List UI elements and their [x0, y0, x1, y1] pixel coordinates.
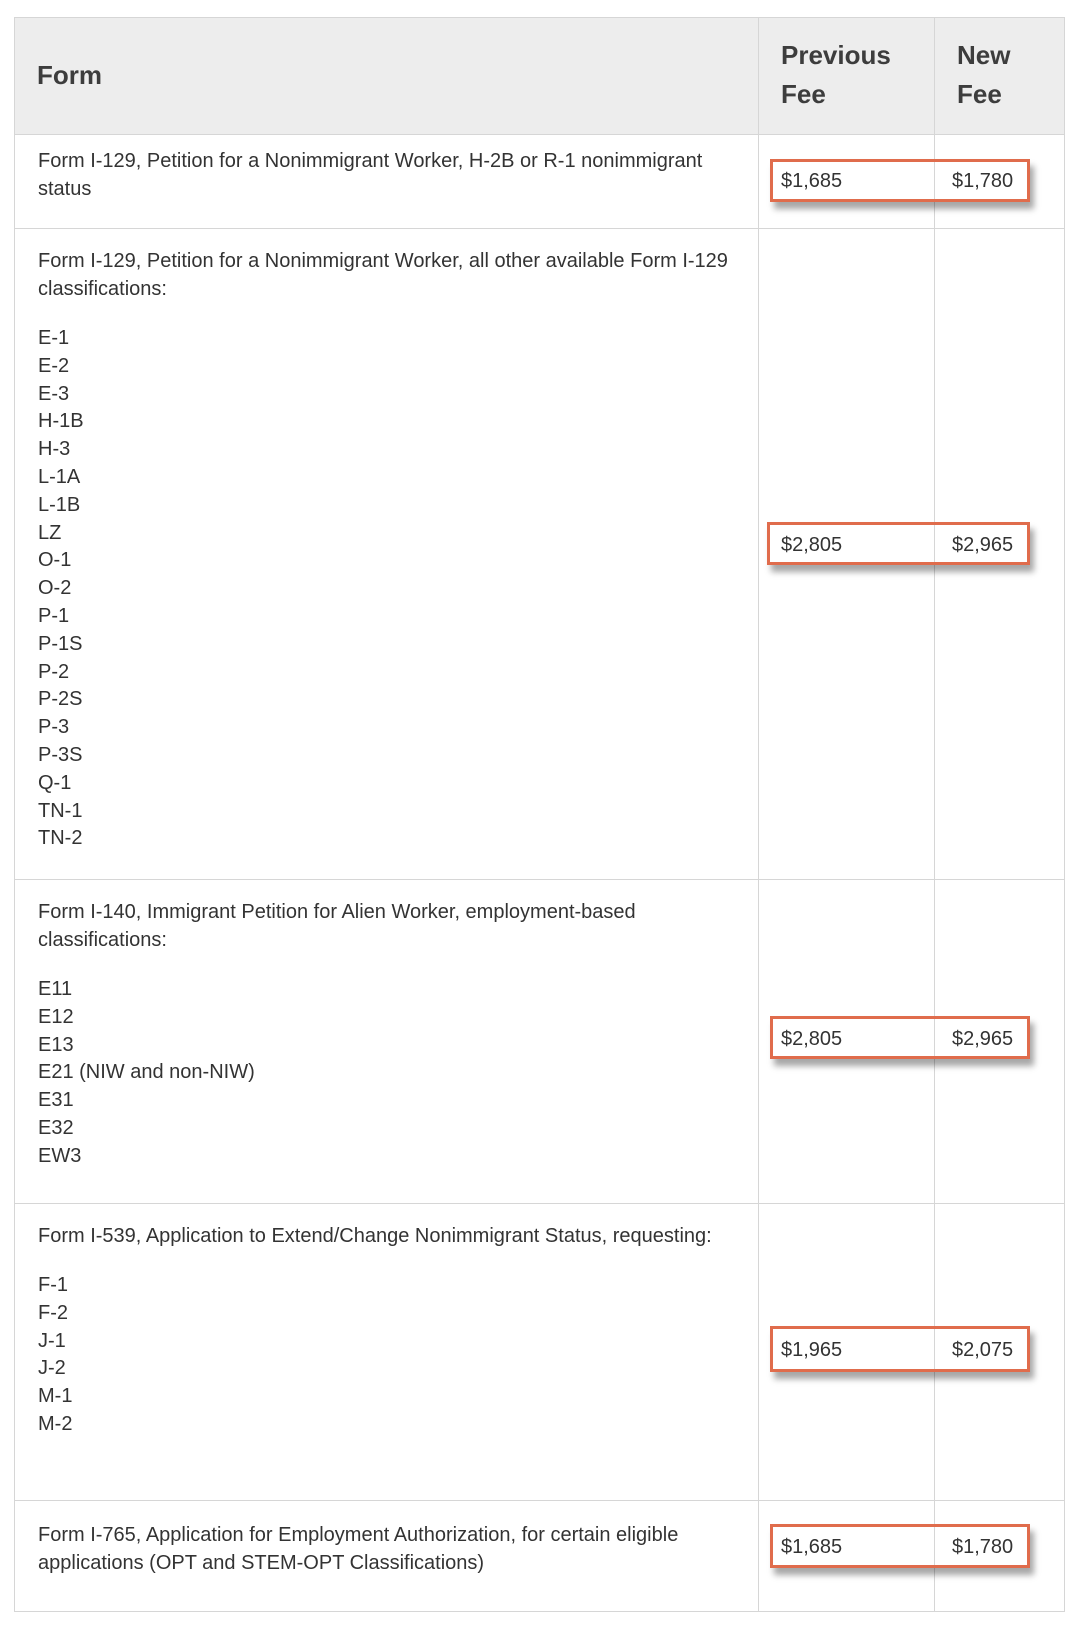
- list-item: E32: [38, 1116, 74, 1139]
- list-item: L-1A: [38, 465, 81, 488]
- new-fee-value: $2,965: [952, 1028, 1014, 1050]
- list-item: E31: [38, 1089, 74, 1112]
- list-item: E-1: [38, 327, 70, 349]
- classification-list: [38, 1272, 738, 1439]
- form-details: [38, 247, 738, 853]
- previous-fee-value: $2,805: [781, 534, 843, 556]
- previous-fee-value: $1,685: [781, 170, 843, 192]
- list-item: P-1: [38, 604, 70, 627]
- form-description: Form I-129, Petition for a Nonimmigrant Worker, H-2B or R-1 nonimmigrant status: [38, 150, 703, 200]
- list-item: M-1: [38, 1385, 73, 1408]
- form-cell: [15, 880, 759, 1203]
- list-item: P-3S: [38, 743, 83, 766]
- new-fee-value: $2,075: [952, 1339, 1014, 1361]
- list-item: LZ: [38, 521, 62, 544]
- list-item: F-1: [38, 1274, 68, 1296]
- table-header: [15, 18, 1064, 135]
- new-fee-value: $1,780: [952, 1536, 1014, 1558]
- list-item: E21 (NIW and non-NIW): [38, 1061, 255, 1084]
- form-description: Form I-140, Immigrant Petition for Alien Worker, employment-based classifications:: [38, 901, 636, 951]
- header-new-fee-label: New Fee: [957, 40, 1011, 109]
- fee-highlight-box: [767, 522, 1030, 565]
- header-previous-fee-label: Previous Fee: [781, 40, 891, 109]
- previous-fee-value: $1,685: [781, 1536, 843, 1558]
- form-cell: [15, 1204, 759, 1500]
- list-item: H-1B: [38, 410, 84, 433]
- list-item: Q-1: [38, 771, 72, 794]
- list-item: E13: [38, 1033, 74, 1056]
- form-cell: [15, 229, 759, 879]
- fee-table: [14, 17, 1065, 1612]
- previous-fee-value: $1,965: [781, 1339, 843, 1361]
- table-row: [15, 1204, 1064, 1501]
- table-row: [15, 880, 1064, 1204]
- form-cell: [15, 1501, 759, 1611]
- list-item: E12: [38, 1005, 74, 1028]
- header-new-fee-cell: [935, 18, 1064, 134]
- list-item: M-2: [38, 1412, 73, 1435]
- table-row: [15, 229, 1064, 880]
- form-details: [38, 898, 738, 1171]
- list-item: EW3: [38, 1144, 82, 1167]
- form-description: Form I-129, Petition for a Nonimmigrant Worker, all other available Form I-129 classifications:: [38, 250, 728, 300]
- list-item: TN-2: [38, 827, 83, 850]
- list-item: E11: [38, 978, 73, 1000]
- form-description: Form I-539, Application to Extend/Change Nonimmigrant Status, requesting:: [38, 1225, 712, 1247]
- list-item: E-3: [38, 382, 70, 405]
- form-description: Form I-765, Application for Employment Authorization, for certain eligible applications (OPT and STEM-OPT Classifications): [38, 1524, 679, 1574]
- fee-highlight-box: [770, 1016, 1030, 1059]
- list-item: TN-1: [38, 799, 83, 822]
- header-form-label: Form: [37, 60, 102, 90]
- new-fee-value: $2,965: [952, 534, 1014, 556]
- header-form-cell: [15, 18, 759, 134]
- list-item: P-2: [38, 660, 70, 683]
- list-item: O-2: [38, 577, 72, 600]
- table-row: [15, 135, 1064, 229]
- classification-list: [38, 325, 738, 853]
- form-details: [38, 1222, 738, 1439]
- table-row: [15, 1501, 1064, 1611]
- fee-highlight-box: [770, 1524, 1030, 1568]
- list-item: E-2: [38, 354, 70, 377]
- list-item: H-3: [38, 438, 71, 461]
- header-previous-fee-cell: [759, 18, 935, 134]
- list-item: F-2: [38, 1301, 68, 1324]
- list-item: P-3: [38, 716, 70, 739]
- list-item: L-1B: [38, 493, 81, 516]
- fee-highlight-box: [770, 1326, 1030, 1372]
- new-fee-value: $1,780: [952, 170, 1014, 192]
- classification-list: [38, 976, 738, 1171]
- list-item: O-1: [38, 549, 72, 572]
- list-item: P-2S: [38, 688, 83, 711]
- previous-fee-value: $2,805: [781, 1028, 843, 1050]
- fee-highlight-box: [770, 159, 1030, 202]
- list-item: P-1S: [38, 632, 83, 655]
- list-item: J-2: [38, 1357, 66, 1380]
- form-cell: [15, 135, 759, 228]
- list-item: J-1: [38, 1329, 66, 1352]
